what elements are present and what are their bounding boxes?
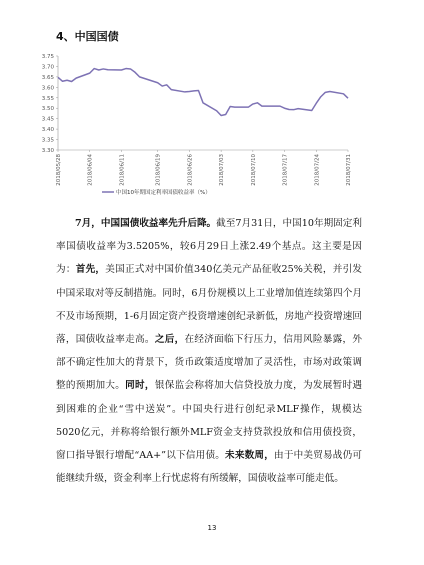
page-number: 13 — [207, 524, 217, 532]
bond-yield-chart — [30, 50, 360, 200]
x-tick-label: 2018/07/03 — [219, 154, 226, 186]
section-title: 4、中国国债 — [56, 30, 119, 43]
bold-text-run: 首先， — [75, 264, 106, 276]
x-tick-label: 2018/05/28 — [56, 154, 62, 186]
y-tick-label: 3.45 — [41, 116, 54, 123]
text-run: 在经济面临下行压力，信用风险暴露，外部不确定性加大的背景下，货币政策适度增加了灵活性，市场对政策调整的预期加大。 — [56, 334, 363, 392]
bold-text-run: 未来数周， — [225, 450, 275, 462]
x-tick-label: 2018/06/11 — [119, 154, 126, 186]
text-run: 美国正式对中国价值340亿美元产品征收25%关税，并引发中国采取对等反制措施。同时，6月份规模以上工业增加值连续第四个月不及市场预期，1-6月固定资产投资增速创纪录新低，房地产投资增速回落，国债收益率走高。 — [56, 264, 363, 346]
x-tick-label: 2018/07/17 — [282, 154, 289, 186]
bold-text-run: 7月，中国国债收益率先升后降。 — [75, 218, 217, 229]
text-run: 银保监会称将加大信贷投放力度，为发展暂时遇到困难的企业“雪中送炭”。中国央行进行创纪录MLF操作，规模达5020亿元，并称将给银行额外MLF资金支持贷款投放和信用债投资，窗口指导银行增配“AA+”以下信用债。 — [56, 380, 363, 462]
x-tick-label: 2018/07/10 — [250, 154, 257, 186]
series-line — [58, 69, 348, 116]
x-tick-label: 2018/06/04 — [87, 154, 94, 186]
y-tick-label: 3.30 — [41, 148, 54, 154]
text-run: 截至7月31日，中国10年期固定利率国债收益率为3.5205%，较6月29日上涨2.49个基点。这主要是因为： — [56, 218, 362, 276]
y-tick-label: 3.55 — [41, 95, 54, 102]
x-tick-label: 2018/07/31 — [346, 154, 352, 186]
bold-text-run: 同时， — [125, 380, 155, 392]
bold-text-run: 之后， — [154, 334, 185, 346]
text-run: 由于中美贸易战仍可能继续升级，资金利率上行忧虑将有所缓解，国债收益率可能走低。 — [56, 450, 362, 485]
x-tick-label: 2018/07/24 — [314, 154, 321, 186]
x-tick-label: 2018/06/26 — [187, 154, 194, 186]
y-tick-label: 3.35 — [41, 137, 54, 144]
y-tick-label: 3.70 — [41, 64, 54, 71]
x-tick-label: 2018/06/19 — [155, 154, 162, 186]
y-tick-label: 3.75 — [41, 54, 54, 60]
y-tick-label: 3.40 — [41, 127, 54, 134]
body-text — [56, 212, 362, 490]
line-chart-svg — [30, 50, 360, 200]
analysis-paragraph — [56, 212, 362, 490]
y-tick-label: 3.65 — [41, 74, 54, 81]
legend-label: 中国10年期国定利率国债收益率（%） — [116, 190, 211, 196]
y-tick-label: 3.50 — [41, 106, 54, 113]
y-tick-label: 3.60 — [41, 85, 54, 92]
